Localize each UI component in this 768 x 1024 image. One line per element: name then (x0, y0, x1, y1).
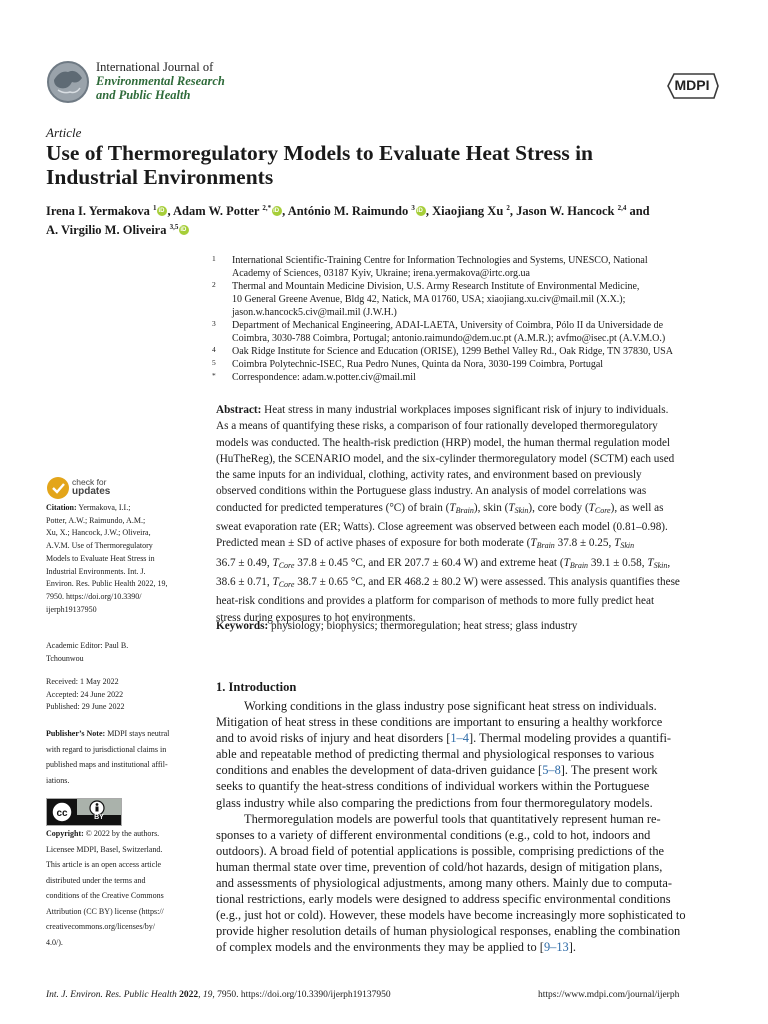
affiliation-number: 1 (212, 254, 216, 263)
citation-line (46, 591, 196, 604)
author-name[interactable]: Irena I. Yermakova (46, 204, 150, 219)
mdpi-logo (664, 72, 720, 100)
affiliation-number: 2 (212, 280, 216, 289)
citation-line (46, 515, 196, 528)
abstract-line: stress during exposures to hot environments. (216, 611, 416, 624)
author-name[interactable]: Jason W. Hancock (516, 204, 615, 219)
author-name[interactable]: A. Virgilio M. Oliveira (46, 223, 167, 238)
footer-journal-url[interactable]: https://www.mdpi.com/journal/ijerph (538, 990, 680, 1000)
citation-label: Citation: (46, 503, 77, 512)
reference-link[interactable]: 9–13 (543, 940, 569, 955)
footer-doi[interactable]: , 7950. https://doi.org/10.3390/ijerph19137950 (212, 990, 391, 1000)
affiliation-item (212, 280, 732, 319)
copyright-label: Copyright: (46, 829, 84, 838)
author-affil: 2,* (262, 204, 272, 212)
affiliation-line: International Scientific-Training Centre for Information Technologies and Systems, UNESCO, National (232, 255, 648, 266)
citation-line (46, 578, 196, 591)
citation-line (46, 566, 196, 579)
author-affil: 1 (152, 204, 157, 212)
article-title-line1: Use of Thermoregulatory Models to Evaluate Heat Stress in (46, 141, 594, 165)
affiliations (212, 254, 732, 384)
copyright-line: distributed under the terms and (46, 875, 146, 885)
affiliation-line: Coimbra Polytechnic-ISEC, Rua Pedro Nunes, Quinta da Nora, 3030-199 Coimbra, Portugal (232, 359, 604, 370)
article-dates (46, 676, 196, 714)
affiliation-number: 5 (212, 358, 216, 367)
abstract (216, 402, 726, 626)
abstract-line: the same inputs for an individual, clothing, activity rates, and environment based on previously (216, 469, 642, 482)
cc-by-text: BY (94, 814, 104, 821)
author-name[interactable]: António M. Raimundo (287, 204, 409, 219)
editor-line1: Academic Editor: Paul B. (46, 641, 129, 650)
abstract-line: conducted for predicted temperatures (°C) of brain $(T_{Brain})$, skin $(T_{Skin})$, core body $(T_{Core})$, as well as (216, 501, 664, 515)
citation-line (46, 540, 196, 553)
abstract-line: sweat evaporation rate (ER; Watts). Close agreement was observed between each model (0.81–0.98). (216, 521, 668, 534)
date-published: Published: 29 June 2022 (46, 702, 125, 712)
citation-text: Xu, X.; Hancock, J.W.; Oliveira, (46, 528, 151, 538)
intro-line: (e.g., just hot or cold). However, these models have become increasingly more sophisticated to (216, 908, 686, 923)
orcid-icon[interactable] (179, 225, 189, 235)
date-received: Received: 1 May 2022 (46, 677, 119, 686)
copyright-line: This article is an open access article (46, 860, 162, 869)
intro-line: sponses to a variety of different environmental conditions (e.g., cold to hot, indoors and (216, 827, 651, 842)
check-updates-line1: check for (72, 477, 107, 487)
citation-text[interactable]: 7950. https://doi.org/10.3390/ (46, 591, 142, 601)
intro-line: and assessments of physiological adjustments, among many others. Mainly due to computa- (216, 876, 672, 891)
copyright-line: Licensee MDPI, Basel, Switzerland. (46, 844, 163, 854)
cc-icon (51, 801, 73, 823)
publisher-note-line: with regard to jurisdictional claims in (46, 744, 167, 754)
affiliation-number: * (212, 371, 216, 380)
affiliation-line: jason.w.hancock5.civ@mail.mil (J.W.H.) (232, 307, 397, 318)
affiliation-item (212, 358, 732, 371)
abstract-line: Abstract: Heat stress in many industrial workplaces imposes significant risk of injury to individuals. (216, 404, 669, 416)
abstract-line: observed conditions within the Portuguese glass industry. An analysis of model correlations was (216, 485, 647, 498)
citation-block (46, 502, 196, 616)
affiliation-item (212, 319, 732, 345)
footer-citation: Int. J. Environ. Res. Public Health 2022, 19, 7950. https://doi.org/10.3390/ijerph19137950 (46, 990, 391, 1000)
reference-link[interactable]: 1–4 (450, 731, 469, 746)
affiliation-line: 10 General Greene Avenue, Bldg 42, Natick, MA 01760, USA; xiaojiang.xu.civ@mail.mil (X.X.); (232, 294, 626, 305)
citation-text: Yermakova, I.I.; (78, 503, 131, 512)
affiliation-item (212, 254, 732, 280)
orcid-icon[interactable] (416, 206, 426, 216)
reference-link[interactable]: 5–8 (542, 763, 561, 778)
affiliation-number: 4 (212, 345, 216, 354)
citation-text: A.V.M. Use of Thermoregulatory (46, 541, 153, 551)
intro-line: able and repeatable method of predicting thermal and physiological responses to various (216, 747, 655, 762)
intro-line: glass industry while also comparing the predictions from four thermoregulatory models. (216, 795, 653, 810)
publisher-note-line: published maps and institutional affil- (46, 760, 168, 769)
section-heading-introduction: 1. Introduction (216, 680, 297, 694)
keywords-label: Keywords: (216, 620, 269, 632)
abstract-line: 36.7 ± 0.49, $T_{Core}$ 37.8 ± 0.45 °C, and ER 207.7 ± 60.4 W) and extreme heat ($T_{Brain}$ 39.1 ± 0.58, $T_{Skin}$, (216, 556, 671, 570)
check-for-updates-badge[interactable] (46, 476, 136, 502)
affiliation-line: Department of Mechanical Engineering, ADAI-LAETA, University of Coimbra, Pólo II da Universidade de (232, 320, 664, 331)
publisher-note-line: iations. (46, 775, 70, 785)
intro-line: Mitigation of heat stress in these conditions are important to ensuring a healthy workforce (216, 715, 663, 730)
affiliation-item (212, 371, 732, 384)
citation-line (46, 604, 196, 617)
citation-line (46, 502, 196, 515)
author-name[interactable]: Xiaojiang Xu (432, 204, 504, 219)
copyright-block (46, 826, 196, 950)
copyright-line: 4.0/). (46, 937, 63, 947)
intro-line: seeks to quantify the heat-stress conditions of individual workers within the Portuguese (216, 779, 650, 794)
footer-journal: Int. J. Environ. Res. Public Health (46, 990, 177, 1000)
abstract-line: (HuTheReg), the SCENARIO model, and the six-cylinder thermoregulatory model (SCTM) each used (216, 452, 675, 465)
article-title-line2: Industrial Environments (46, 165, 274, 189)
article-type: Article (46, 125, 82, 140)
intro-line: Working conditions in the glass industry pose significant heat stress on individuals. (244, 699, 657, 713)
keywords (216, 620, 726, 632)
copyright-line: conditions of the Creative Commons (46, 891, 164, 900)
affiliation-item (212, 345, 732, 358)
intro-line: tional restrictions, early models were designed to address specific environmental conditions (216, 892, 671, 907)
journal-name-line1: International Journal of (96, 60, 214, 74)
academic-editor (46, 640, 196, 665)
affiliation-line: Thermal and Mountain Medicine Division, U.S. Army Research Institute of Environmental Medicine, (232, 281, 640, 292)
check-updates-icon (46, 476, 70, 500)
footer-volume: 19 (202, 990, 213, 1000)
author-affil: 3,5 (169, 223, 179, 232)
intro-body (216, 698, 726, 956)
abstract-line: 38.6 ± 0.71, $T_{Core}$ 38.7 ± 0.65 °C, and ER 468.2 ± 80.2 W) were assessed. This analysis quantifies these (216, 575, 680, 589)
intro-line: conditions and enables the development of data-driven guidance [5–8]. The present work (216, 763, 658, 778)
editor-line2: Tchounwou (46, 653, 84, 663)
affiliation-number: 3 (212, 319, 216, 328)
citation-text: Models to Evaluate Heat Stress in (46, 553, 155, 563)
intro-line: human thermal state over time, prevention of cold/hot hazards, design of mitigation plans, (216, 859, 663, 874)
citation-line (46, 553, 196, 566)
author-affil: 3 (411, 204, 415, 212)
affiliation-line: Coimbra, 3030-788 Coimbra, Portugal; antonio.raimundo@dem.uc.pt (A.M.R.); avfmo@isec.pt (A.V.M.O.) (232, 333, 666, 344)
citation-text: Environ. Res. Public Health 2022, 19, (46, 579, 168, 589)
publisher-note-line: MDPI stays neutral (107, 729, 170, 738)
copyright-line: creativecommons.org/licenses/by/ (46, 922, 155, 931)
copyright-line: Attribution (CC BY) license (https:// (46, 906, 164, 916)
orcid-icon[interactable] (157, 206, 167, 216)
check-updates-line2: updates (72, 486, 111, 497)
affiliation-line: Correspondence: adam.w.potter.civ@mail.mil (232, 372, 416, 383)
intro-line: provide higher resolution details of human physiological responses, enabling the combination (216, 924, 681, 939)
copyright-line: © 2022 by the authors. (85, 829, 160, 838)
citation-text: Industrial Environments. Int. J. (46, 566, 146, 576)
author-affil: 2,4 (617, 204, 627, 212)
cc-by-license-badge[interactable] (46, 798, 122, 826)
publisher-note (46, 726, 196, 788)
journal-name-line2: Environmental Research (96, 74, 225, 88)
affiliation-line: Oak Ridge Institute for Science and Education (ORISE), 1299 Bethel Valley Rd., Oak Ridge, TN 37830, USA (232, 346, 673, 357)
citation-line (46, 527, 196, 540)
author-list: Irena I. Yermakova $^1$iD , Adam W. Potter $^{2,*}$iD , António M. Raimundo $^3$iD , Xiaojiang Xu $^2$, Jason W. Hancock $^{2,4}$ and A. Virgilio M. Oliveira $^{3,5}$iD (46, 200, 726, 238)
date-accepted: Accepted: 24 June 2022 (46, 689, 124, 699)
journal-logo (46, 60, 90, 104)
intro-line: Thermoregulation models are powerful tools that quantitatively represent human re- (244, 811, 661, 826)
publisher-note-label: Publisher’s Note: (46, 729, 106, 738)
abstract-label: Abstract: (216, 404, 262, 416)
author-affil: 2 (506, 204, 510, 212)
abstract-line: models was conducted. The health-risk prediction (HRP) model, the human thermal regulation model (216, 436, 671, 449)
footer-year: 2022 (179, 990, 199, 1000)
abstract-line: heat-risk conditions and provides a platform for comparison of methods to more fully predict heat (216, 595, 655, 608)
citation-text[interactable]: ijerph19137950 (46, 604, 97, 614)
citation-text: Potter, A.W.; Raimundo, A.M.; (46, 515, 146, 525)
abstract-line: Predicted mean ± SD of active phases of exposure for both moderate ($T_{Brain}$ 37.8 ± 0.25, $T_{Skin}$ (216, 537, 635, 551)
keywords-text: physiology; biophysics; thermoregulation; heat stress; glass industry (271, 620, 578, 632)
orcid-icon[interactable] (272, 206, 282, 216)
author-and: and (629, 204, 650, 219)
journal-name-line3: and Public Health (96, 88, 191, 102)
author-name[interactable]: Adam W. Potter (173, 204, 260, 219)
abstract-line: As a means of quantifying these risks, a comparison of four rationally developed thermoregulatory (216, 420, 658, 433)
mdpi-logo-text: MDPI (674, 77, 710, 93)
intro-line: of complex models and the environments they may be applied to [9–13]. (216, 940, 576, 955)
intro-line: and to avoid risks of injury and heat disorders [1–4]. Thermal modeling provides a quantifi- (216, 731, 672, 746)
svg-text:cc: cc (56, 808, 68, 819)
affiliation-line: Academy of Sciences, 03187 Kyiv, Ukraine; irena.yermakova@irtc.org.ua (232, 268, 530, 279)
intro-line: outdoors). A broad field of potential applications is possible, comprising predictions of the (216, 843, 665, 858)
